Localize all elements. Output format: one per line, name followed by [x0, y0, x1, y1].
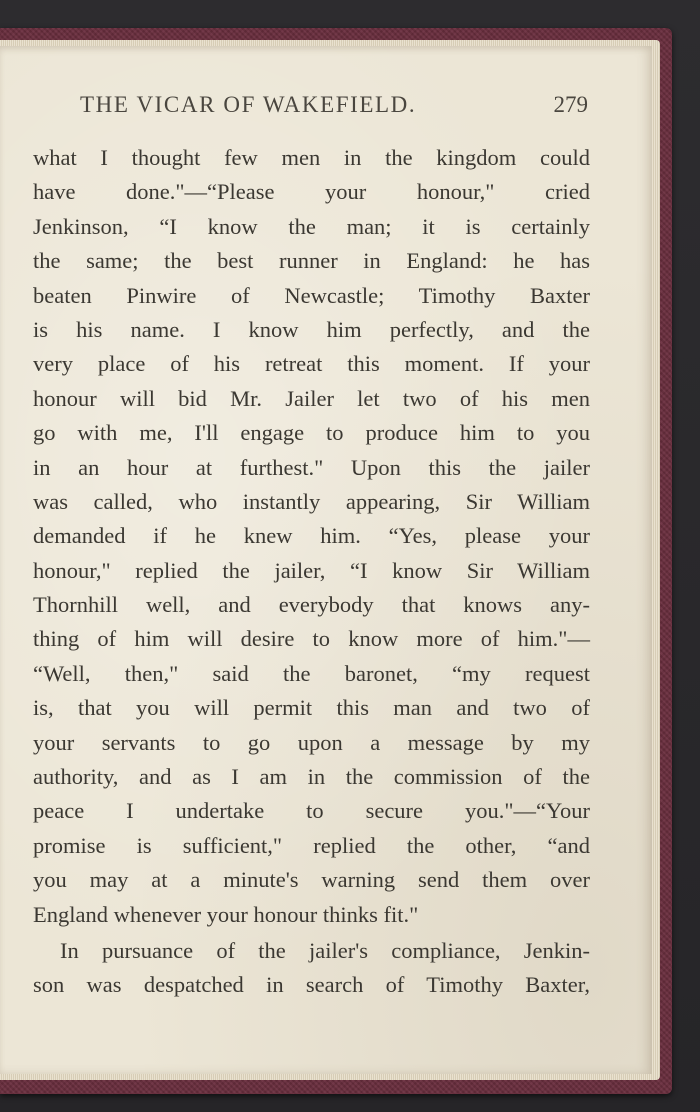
page-header	[0, 92, 600, 126]
text-line: son was despatched in search of Timothy Baxter,	[33, 972, 590, 998]
text-line: what I thought few men in the kingdom could	[33, 145, 590, 170]
text-line: demanded if he knew him. “Yes, please your	[33, 523, 590, 549]
text-line: beaten Pinwire of Newcastle; Timothy Baxter	[33, 282, 590, 308]
text-line: Thornhill well, and everybody that knows any-	[33, 592, 590, 618]
text-line: peace I undertake to secure you."—“Your	[33, 798, 590, 824]
text-line: in an hour at furthest." Upon this the jailer	[33, 454, 590, 480]
text-line: was called, who instantly appearing, Sir William	[33, 488, 590, 514]
text-line: is, that you will permit this man and two of	[33, 695, 590, 721]
text-line: thing of him will desire to know more of him."—	[33, 626, 590, 652]
text-line: have done."—“Please your honour," cried	[33, 179, 590, 205]
running-title: THE VICAR OF WAKEFIELD.	[80, 92, 417, 117]
text-line: go with me, I'll engage to produce him to you	[33, 420, 590, 446]
text-line: is his name. I know him perfectly, and the	[33, 316, 590, 342]
page-body	[33, 141, 590, 1003]
text-line: authority, and as I am in the commission of the	[33, 764, 590, 790]
text-line: the same; the best runner in England: he has	[33, 248, 590, 274]
page-number: 279	[553, 92, 588, 117]
text-line: you may at a minute's warning send them over	[33, 867, 590, 893]
text-line: honour will bid Mr. Jailer let two of his men	[33, 385, 590, 411]
text-line: In pursuance of the jailer's compliance, Jenkin-	[60, 937, 590, 963]
text-line: promise is sufficient," replied the other, “and	[33, 832, 590, 858]
text-line: “Well, then," said the baronet, “my request	[33, 660, 590, 686]
text-line: honour," replied the jailer, “I know Sir William	[33, 557, 590, 583]
text-line: very place of his retreat this moment. If your	[33, 351, 590, 377]
book-page	[0, 46, 652, 1074]
text-line: England whenever your honour thinks fit."	[33, 901, 419, 927]
text-line: Jenkinson, “I know the man; it is certainly	[33, 213, 590, 239]
text-line: your servants to go upon a message by my	[33, 729, 590, 755]
